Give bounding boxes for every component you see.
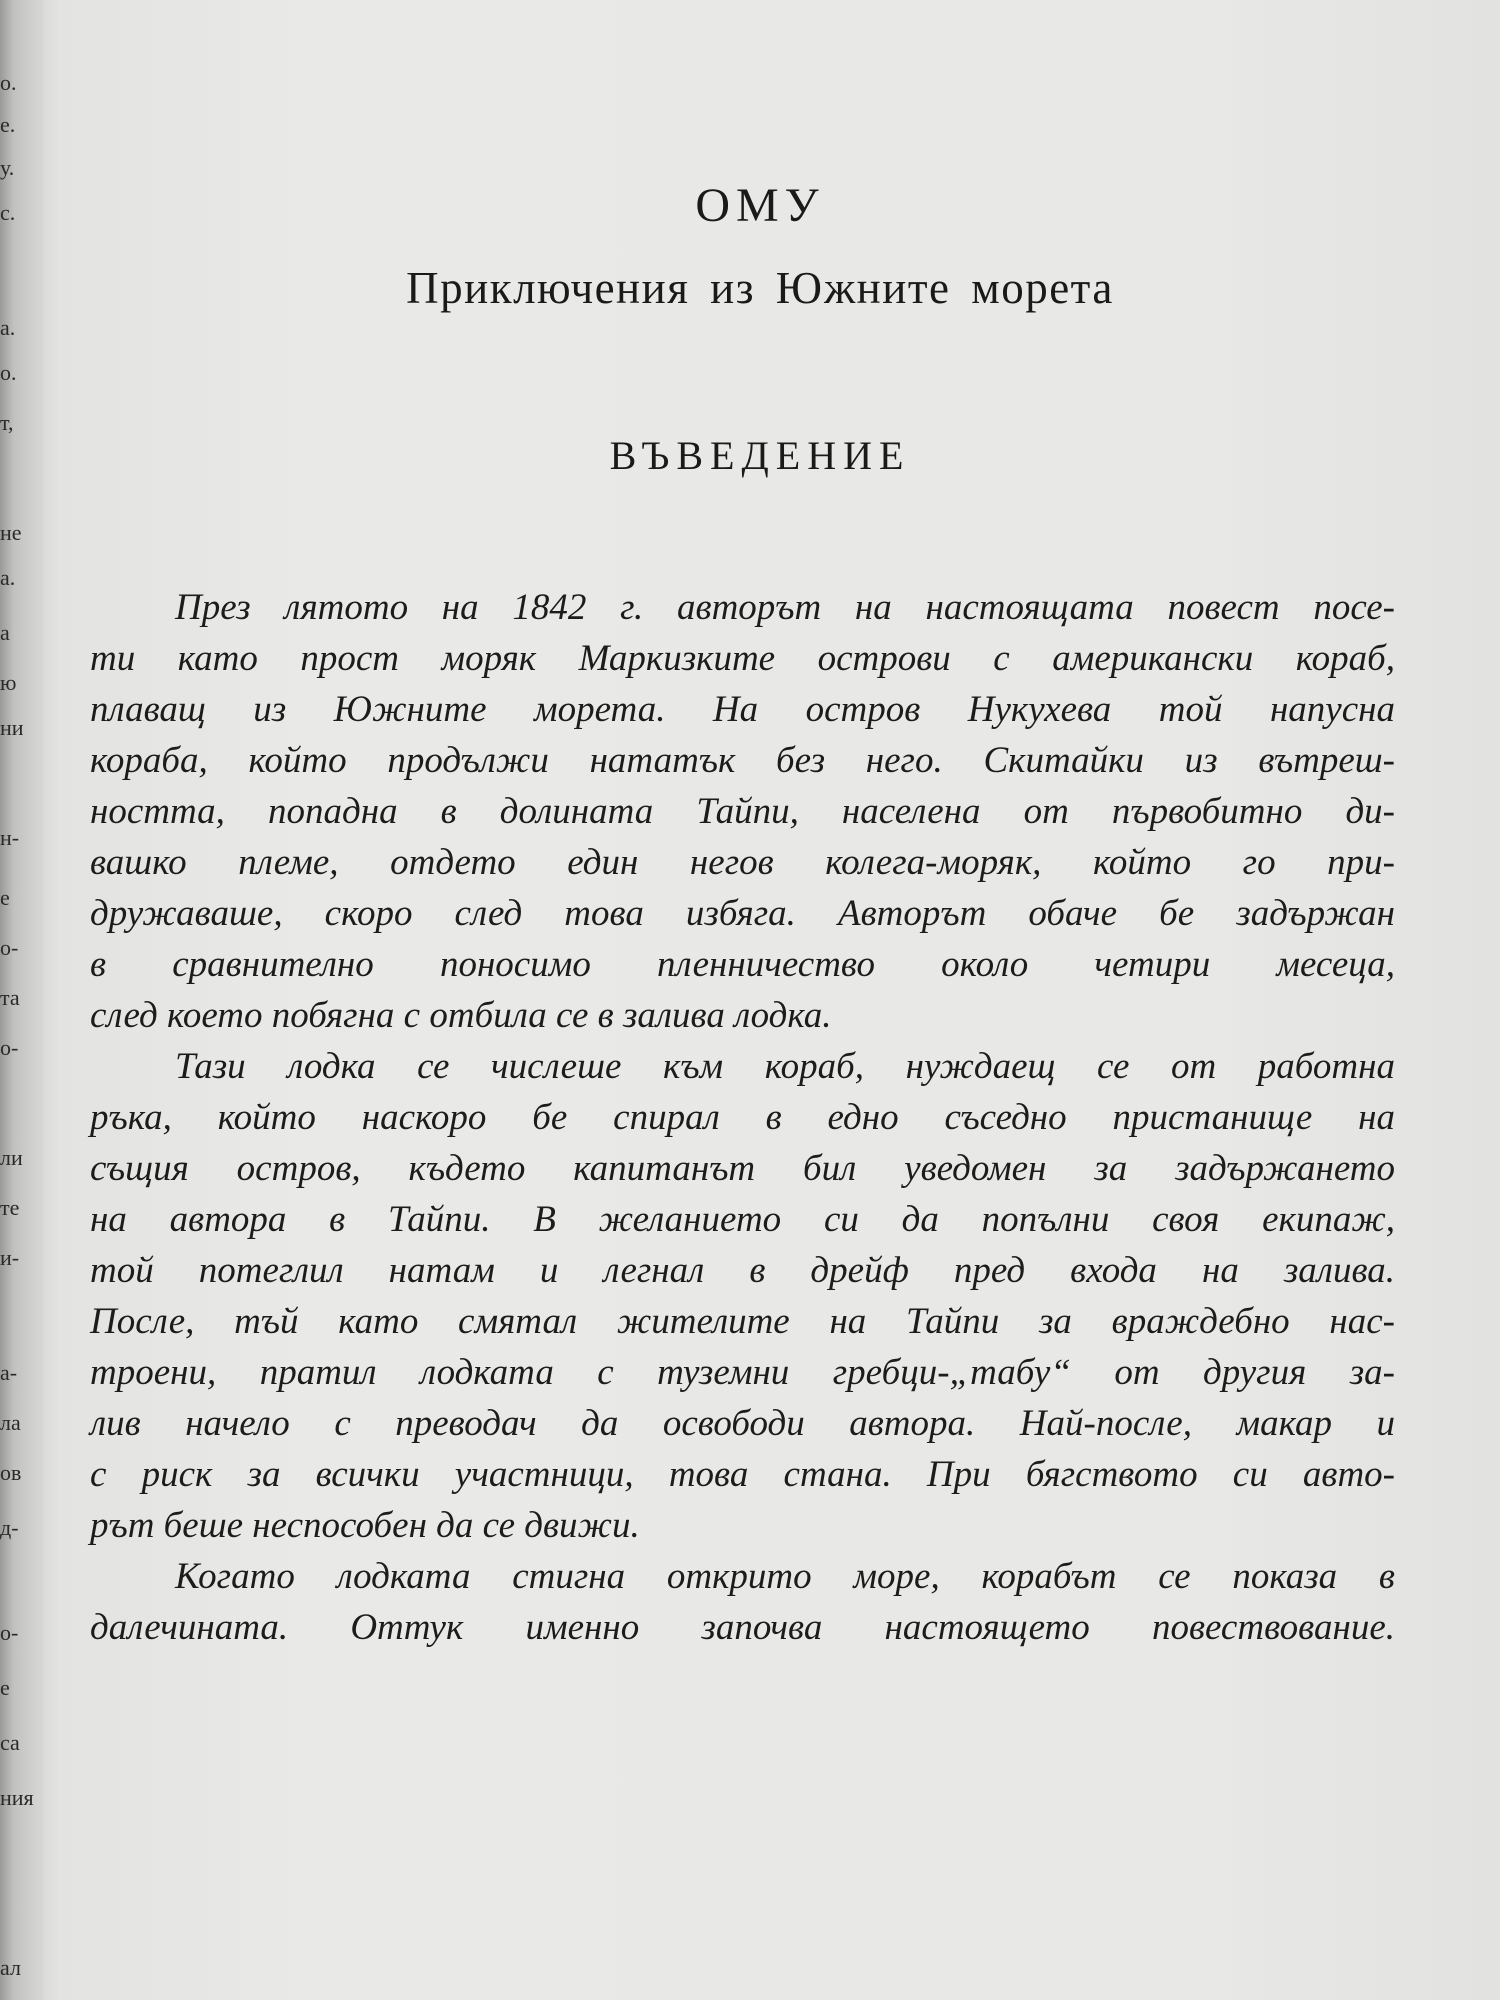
introduction-text <box>90 582 1395 1653</box>
text-line: вашко племе, отдето един негов колега-моряк, който го при- <box>90 842 1395 883</box>
text-line: После, тъй като смятал жителите на Тайпи за враждебно нас- <box>90 1301 1395 1342</box>
prev-page-fragment: а. <box>0 315 16 340</box>
prev-page-fragment: ния <box>0 1785 34 1810</box>
text-line: на автора в Тайпи. В желанието си да попълни своя екипаж, <box>90 1199 1395 1240</box>
text-line: рът беше неспособен да се движи. <box>90 1505 640 1546</box>
prev-page-fragment: ла <box>0 1410 21 1435</box>
prev-page-fragment: е <box>0 1675 10 1700</box>
section-heading: ВЪВЕДЕНИЕ <box>609 433 911 478</box>
prev-page-fragment: та <box>0 985 20 1010</box>
prev-page-fragment: ли <box>0 1145 23 1170</box>
prev-page-fragment: о. <box>0 360 17 385</box>
prev-page-fragment: а <box>0 620 10 645</box>
text-line: след което побягна с отбила се в залива лодка. <box>90 995 832 1036</box>
prev-page-fragment: о- <box>0 935 19 960</box>
paragraph <box>90 1041 1395 1551</box>
text-line: През лятото на 1842 г. авторът на настоящата повест посе- <box>175 587 1395 628</box>
prev-page-fragment: е. <box>0 112 16 137</box>
text-line: ръка, който наскоро бе спирал в едно съседно пристанище на <box>90 1097 1395 1138</box>
prev-page-fragment: е <box>0 885 10 910</box>
prev-page-fragment: ни <box>0 715 24 740</box>
prev-page-fragment: ал <box>0 1955 21 1980</box>
text-line: лив начело с преводач да освободи автора. Най-после, макар и <box>90 1403 1395 1444</box>
text-line: Когато лодката стигна открито море, корабът се показа в <box>175 1556 1395 1597</box>
text-line: Тази лодка се числеше към кораб, нуждаещ се от работна <box>175 1046 1395 1087</box>
book-page <box>60 0 1500 2000</box>
text-line: ти като прост моряк Маркизките острови с американски кораб, <box>90 638 1395 679</box>
prev-page-fragment: са <box>0 1730 20 1755</box>
book-subtitle: Приключения из Южните морета <box>406 263 1114 313</box>
book-title: ОМУ <box>695 179 825 232</box>
prev-page-fragment: а. <box>0 565 16 590</box>
text-line: в сравнително поносимо пленничество около четири месеца, <box>90 944 1395 985</box>
prev-page-fragment: а- <box>0 1360 18 1385</box>
prev-page-fragment: ю <box>0 670 17 695</box>
text-line: кораба, който продължи нататък без него. Скитайки из вътреш- <box>90 740 1395 781</box>
prev-page-fragment: ов <box>0 1460 22 1485</box>
prev-page-fragment: те <box>0 1195 20 1220</box>
prev-page-fragment: д- <box>0 1515 19 1540</box>
text-line: плаващ из Южните морета. На остров Нукухева той напусна <box>90 689 1395 730</box>
text-line: същия остров, където капитанът бил уведомен за задържането <box>90 1148 1395 1189</box>
paragraph <box>90 582 1395 1041</box>
text-line: дружаваше, скоро след това избяга. Авторът обаче бе задържан <box>90 893 1395 934</box>
prev-page-fragment: с. <box>0 200 16 225</box>
text-line: той потеглил натам и легнал в дрейф пред входа на залива. <box>90 1250 1395 1291</box>
prev-page-fragment: т, <box>0 410 14 435</box>
text-line: с риск за всички участници, това стана. При бягството си авто- <box>90 1454 1395 1495</box>
prev-page-fragment: не <box>0 520 22 545</box>
prev-page-fragment: о. <box>0 70 17 95</box>
text-line: ността, попадна в долината Тайпи, населена от първобитно ди- <box>90 791 1395 832</box>
text-line: троени, пратил лодката с туземни гребци-„табу“ от другия за- <box>90 1352 1395 1393</box>
prev-page-fragment: у. <box>0 155 15 180</box>
prev-page-fragment: о- <box>0 1620 19 1645</box>
text-line: далечината. Оттук именно започва настоящето повествование. <box>90 1607 1395 1648</box>
paragraph <box>90 1551 1395 1653</box>
prev-page-fragment: н- <box>0 825 20 850</box>
prev-page-fragment: и- <box>0 1245 20 1270</box>
prev-page-fragment: о- <box>0 1035 19 1060</box>
